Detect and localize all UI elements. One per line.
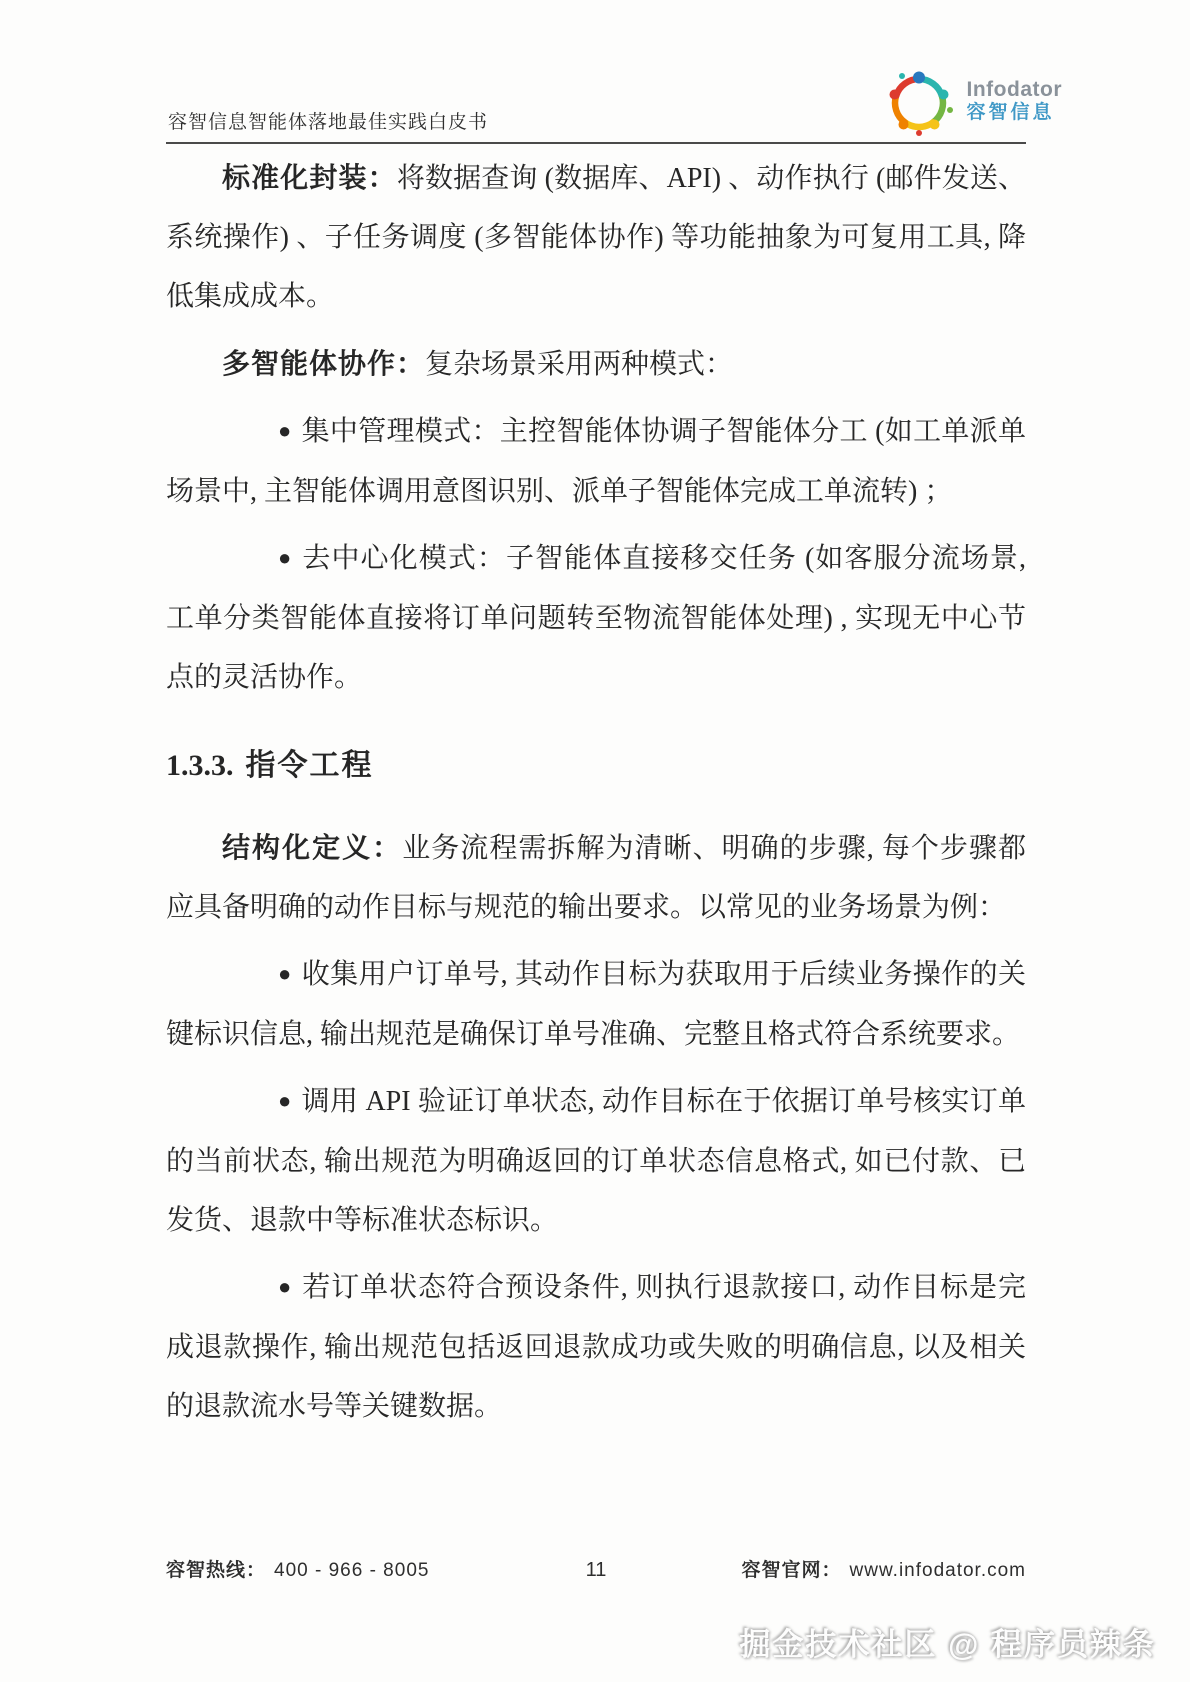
website-url: www.infodator.com — [849, 1560, 1027, 1581]
paragraph-text: 业务流程需拆解为清晰、明确的步骤, 每个步骤都应具备明确的动作目标与规范的输出要求。以常见的业务场景为例： — [166, 833, 1026, 923]
paragraph-text: 去中心化模式：子智能体直接移交任务 (如客服分流场景, 工单分类智能体直接将订单问题转至物流智能体处理) , 实现无中心节点的灵活协作。 — [166, 543, 1026, 693]
bullet-icon: ● — [278, 1274, 292, 1299]
paragraph — [166, 148, 1026, 326]
infodator-logo — [885, 64, 1062, 138]
paragraph-text: 收集用户订单号, 其动作目标为获取用于后续业务操作的关键标识信息, 输出规范是确保订单号准确、完整且格式符合系统要求。 — [166, 959, 1026, 1050]
watermark-text: 掘金技术社区 @ 程序员辣条 — [739, 1627, 1156, 1662]
page-footer — [166, 1555, 1026, 1582]
paragraph-lead: 结构化定义： — [222, 832, 403, 863]
footer-website — [739, 1555, 1026, 1582]
page-number: 11 — [585, 1559, 607, 1581]
infodator-logo-icon — [885, 64, 957, 138]
bullet-icon: ● — [278, 545, 292, 570]
hotline-number: 400 - 966 - 8005 — [274, 1560, 430, 1581]
section-title: 指令工程 — [245, 749, 374, 782]
website-label: 容智官网： — [741, 1560, 842, 1581]
logo-brand-cn: 容智信息 — [966, 102, 1055, 124]
paragraph-text: 调用 API 验证订单状态, 动作目标在于依据订单号核实订单的当前状态, 输出规范为明确返回的订单状态信息格式, 如已付款、已发货、退款中等标准状态标识。 — [166, 1086, 1026, 1236]
paragraph — [166, 818, 1026, 937]
bullet-paragraph — [166, 1072, 1026, 1250]
footer-hotline — [166, 1555, 453, 1582]
page-header — [166, 0, 1062, 144]
paragraph-text: 复杂场景采用两种模式： — [425, 349, 734, 380]
bullet-icon: ● — [278, 961, 292, 986]
section-number: 1.3.3. — [166, 749, 234, 782]
logo-text — [967, 78, 1062, 124]
document-title: 容智信息智能体落地最佳实践白皮书 — [168, 112, 489, 133]
paragraph-text: 若订单状态符合预设条件, 则执行退款接口, 动作目标是完成退款操作, 输出规范包括返回退款成功或失败的明确信息, 以及相关的退款流水号等关键数据。 — [166, 1272, 1026, 1422]
bullet-paragraph — [166, 402, 1026, 521]
paragraph-lead: 多智能体协作： — [222, 348, 426, 379]
paragraph-text: 将数据查询 (数据库、API) 、动作执行 (邮件发送、系统操作) 、子任务调度 (多智能体协作) 等功能抽象为可复用工具, 降低集成成本。 — [166, 163, 1026, 312]
bullet-icon: ● — [278, 418, 292, 443]
paragraph — [166, 334, 1026, 394]
logo-brand-en: Infodator — [966, 78, 1062, 101]
bullet-paragraph — [166, 1258, 1026, 1436]
paragraph-lead: 标准化封装： — [222, 162, 397, 193]
bullet-paragraph — [166, 529, 1026, 707]
bullet-icon: ● — [278, 1088, 292, 1113]
bullet-paragraph — [166, 945, 1026, 1064]
section-heading — [166, 743, 1026, 788]
footer-page — [453, 1559, 740, 1582]
paragraph-text: 集中管理模式：主控智能体协调子智能体分工 (如工单派单场景中, 主智能体调用意图识别、派单子智能体完成工单流转) ； — [166, 416, 1026, 507]
hotline-label: 容智热线： — [166, 1560, 267, 1581]
header-divider — [166, 142, 1026, 144]
document-body — [166, 148, 1026, 1444]
